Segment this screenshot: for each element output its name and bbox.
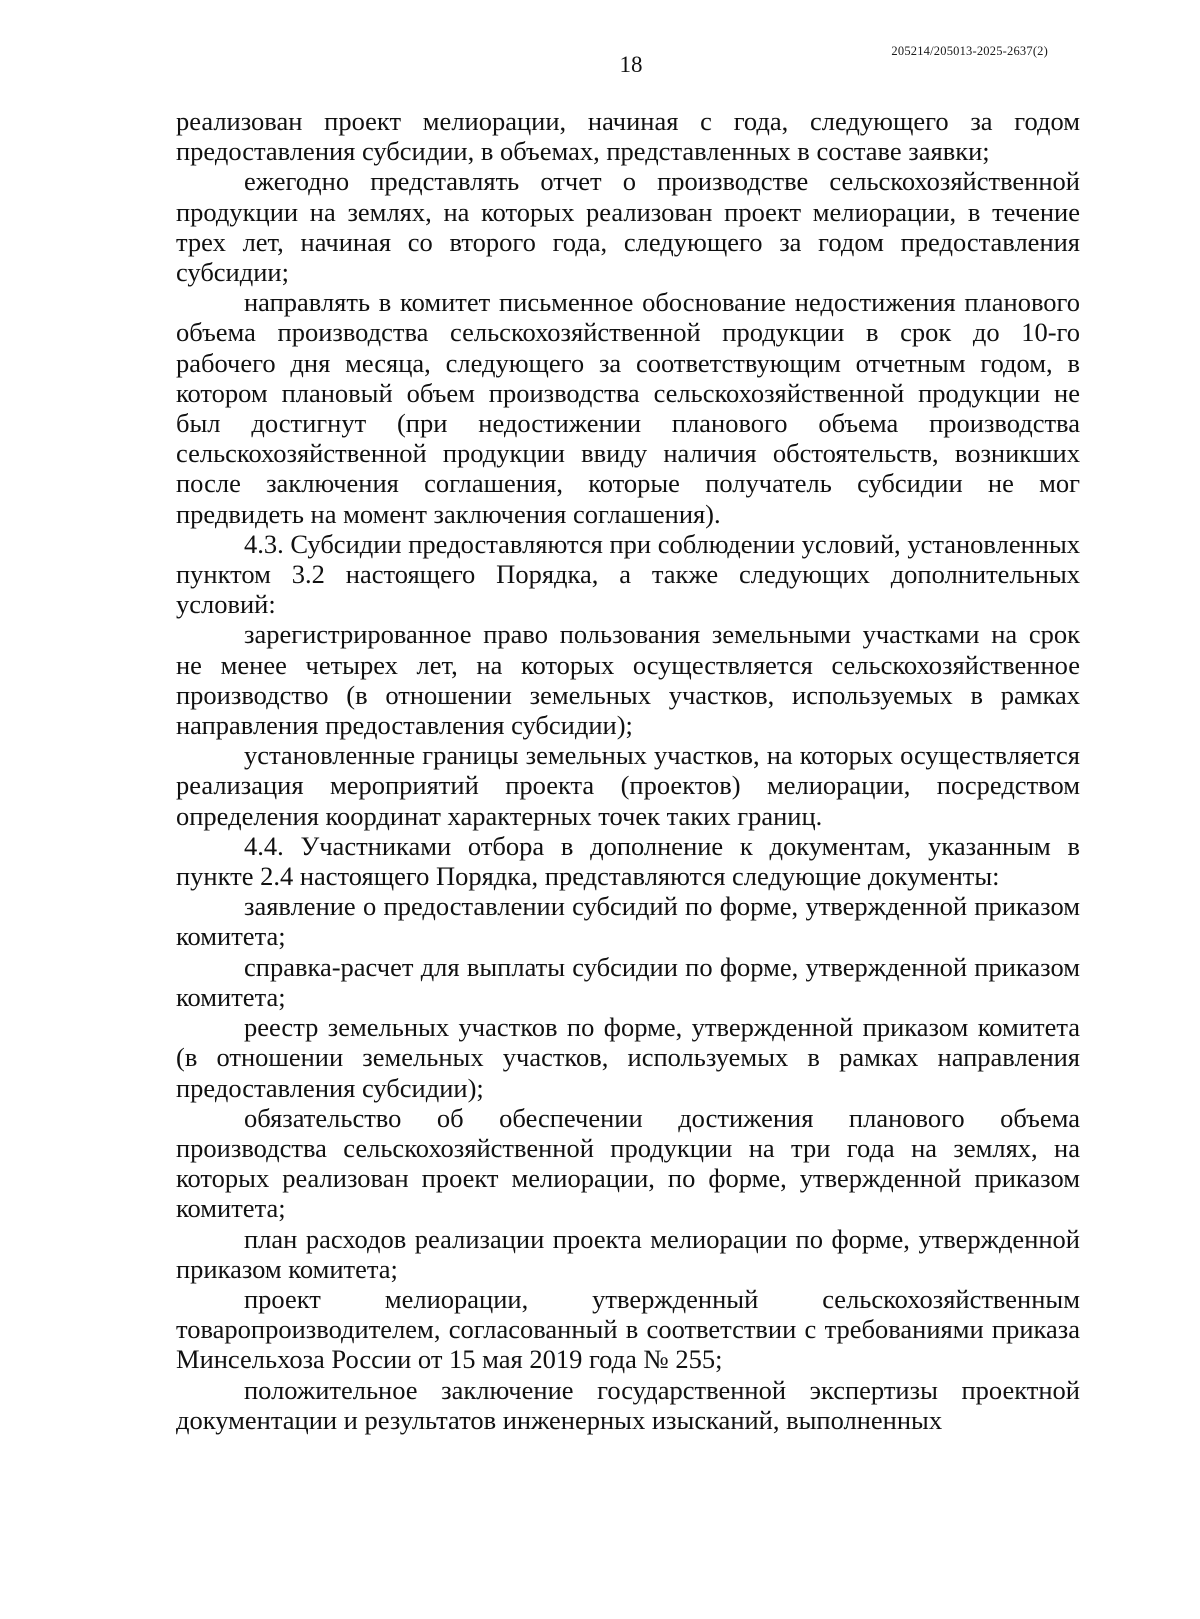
page-number: 18 (619, 52, 643, 77)
document-body (176, 106, 1080, 1435)
paragraph-clause-4-3: 4.3. Субсидии предоставляются при соблюдении условий, установленных пунктом 3.2 настоящего Порядка, а также следующих дополнительных условий: (176, 528, 1080, 620)
document-registration-number: 205214/205013-2025-2637(2) (891, 44, 1048, 58)
paragraph-land-use-right: зарегистрированное право пользования земельными участками на срок не менее четырех лет, на которых осуществляется сельскохозяйственное производство (в отношении земельных участков, используемых в рамках направления предоставления субсидии); (176, 619, 1080, 741)
paragraph-clause-4-4: 4.4. Участниками отбора в дополнение к документам, указанным в пункте 2.4 настоящего Порядка, представляются следующие документы: (176, 830, 1080, 892)
paragraph-expense-plan: план расходов реализации проекта мелиорации по форме, утвержденной приказом комитета; (176, 1223, 1080, 1284)
paragraph-calculation-certificate: справка-расчет для выплаты субсидии по форме, утвержденной приказом комитета; (176, 951, 1080, 1012)
paragraph-justification-duty: направлять в комитет письменное обоснование недостижения планового объема производства сельскохозяйственной продукции в срок до 10-го рабочего дня месяца, следующего за соответствующим отчетным годом, в котором плановый объем производства сельскохозяйственной продукции не был достигнут (при недостижении планового объема производства сельскохозяйственной продукции ввиду наличия обстоятельств, возникших после заключения соглашения, которые получатель субсидии не мог предвидеть на момент заключения соглашения). (176, 287, 1080, 529)
paragraph-land-registry: реестр земельных участков по форме, утвержденной приказом комитета (в отношении земельных участков, используемых в рамках направления предоставления субсидии); (176, 1012, 1080, 1103)
paragraph-melioration-project: проект мелиорации, утвержденный сельскохозяйственным товаропроизводителем, согласованный в соответствии с требованиями приказа Минсельхоза России от 15 мая 2019 года № 255; (176, 1283, 1080, 1375)
paragraph-state-expertise: положительное заключение государственной экспертизы проектной документации и результатов инженерных изысканий, выполненных (176, 1374, 1080, 1435)
paragraph-continuation: реализован проект мелиорации, начиная с года, следующего за годом предоставления субсидии, в объемах, представленных в составе заявки; (176, 106, 1080, 167)
paragraph-land-boundaries: установленные границы земельных участков, на которых осуществляется реализация мероприятий проекта (проектов) мелиорации, посредством определения координат характерных точек таких границ. (176, 740, 1080, 831)
paragraph-obligation: обязательство об обеспечении достижения планового объема производства сельскохозяйственной продукции на три года на землях, на которых реализован проект мелиорации, по форме, утвержденной приказом комитета; (176, 1102, 1080, 1224)
paragraph-application: заявление о предоставлении субсидий по форме, утвержденной приказом комитета; (176, 891, 1080, 952)
paragraph-annual-report: ежегодно представлять отчет о производстве сельскохозяйственной продукции на землях, на которых реализован проект мелиорации, в течение трех лет, начиная со второго года, следующего за годом предоставления субсидии; (176, 166, 1080, 288)
